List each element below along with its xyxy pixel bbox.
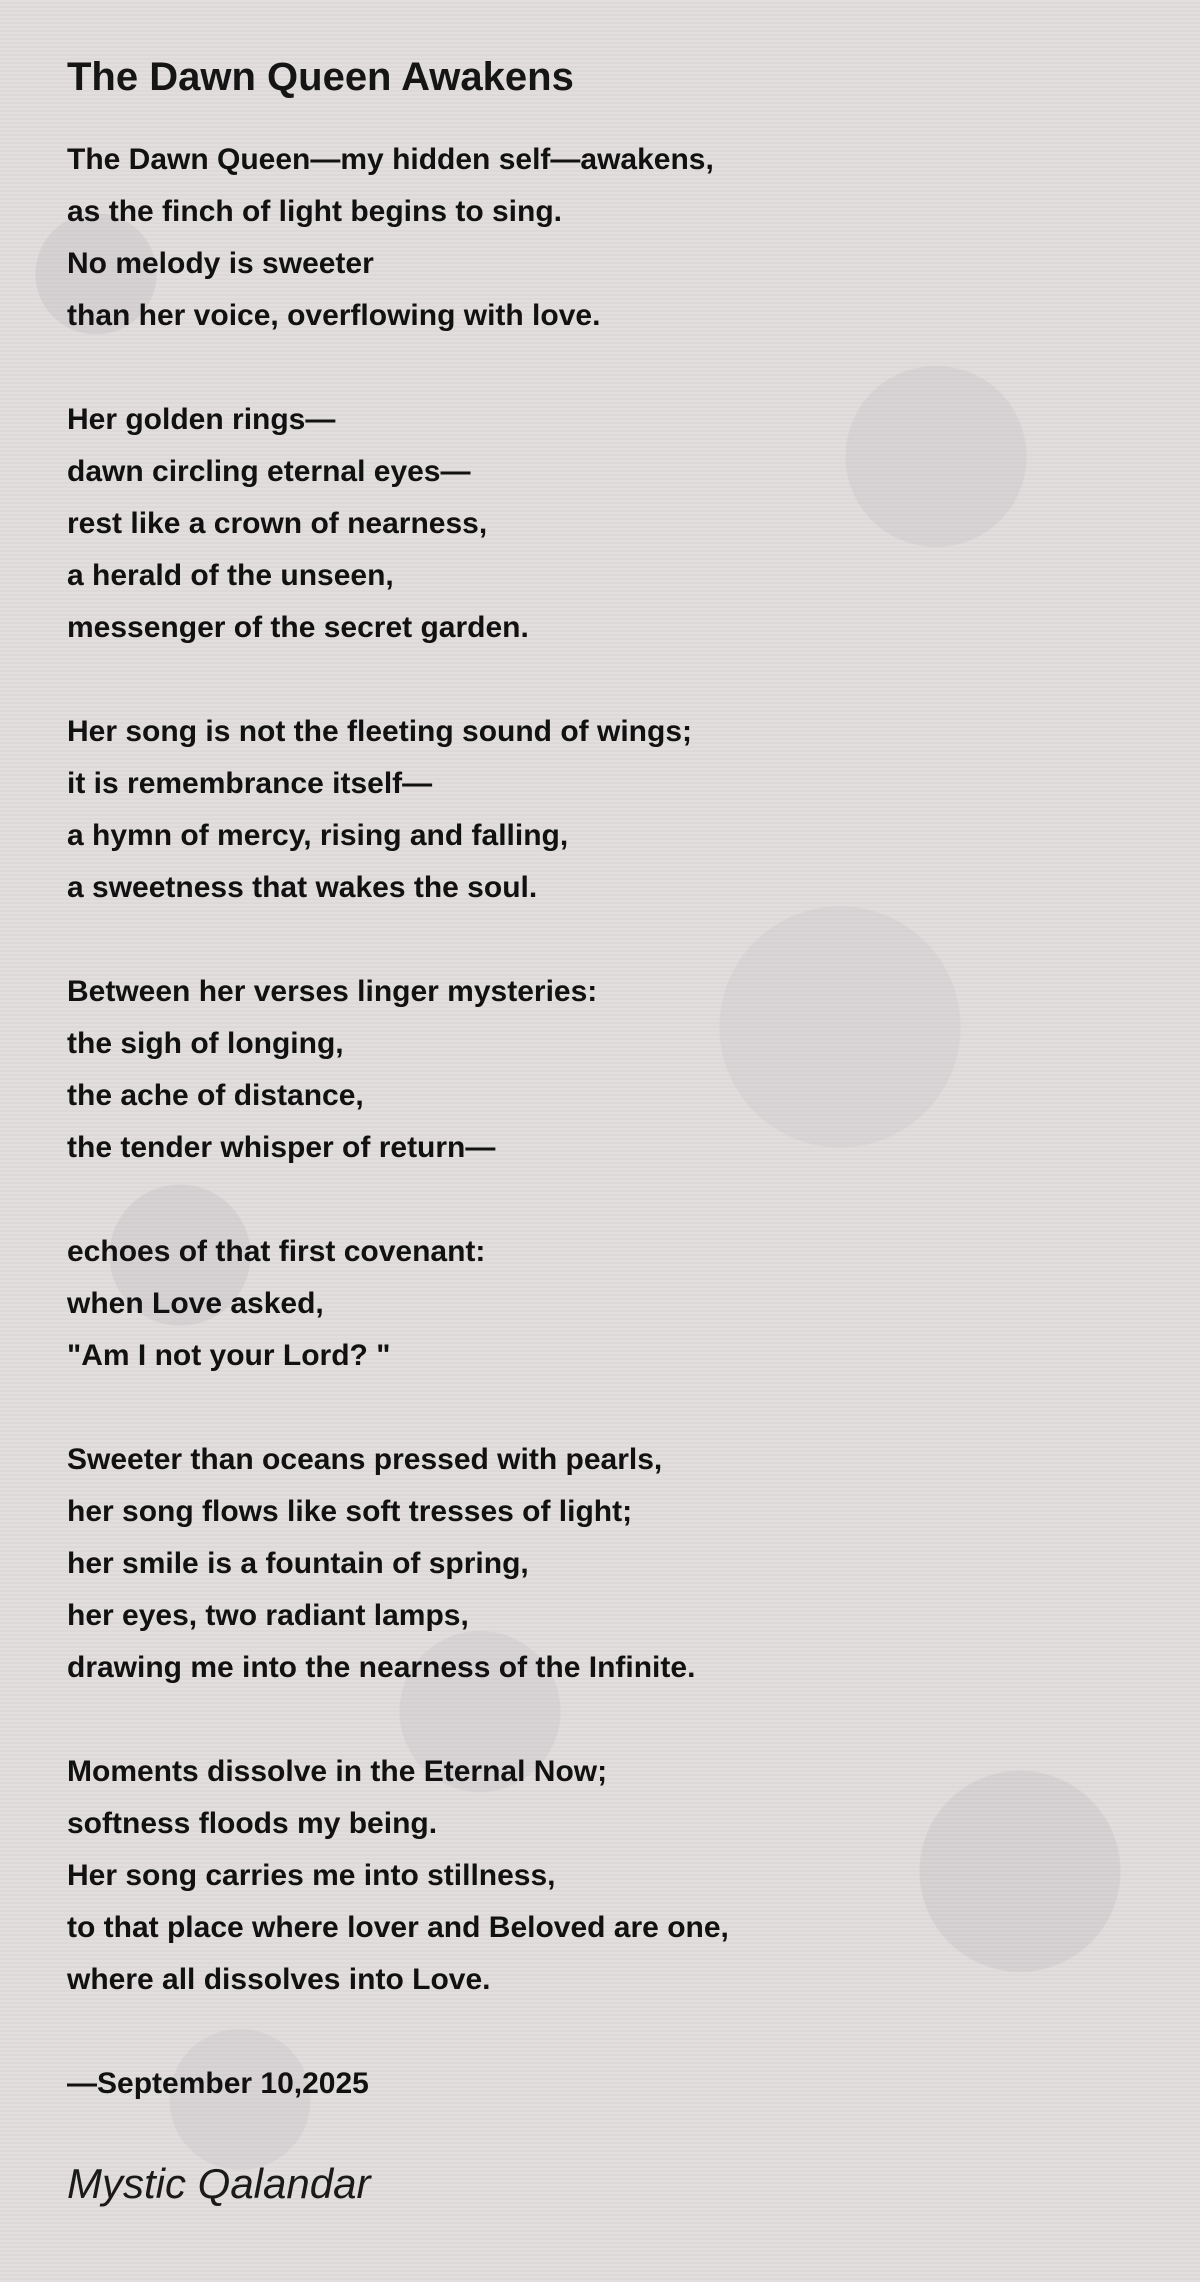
poem-author: Mystic Qalandar — [67, 2160, 371, 2207]
poem-line: to that place where lover and Beloved are one, — [67, 1911, 729, 1944]
poem-line: a sweetness that wakes the soul. — [67, 871, 538, 904]
poem-line: the tender whisper of return— — [67, 1131, 496, 1164]
poem-line: the sigh of longing, — [67, 1027, 344, 1060]
poem-line: when Love asked, — [67, 1287, 324, 1320]
poem-line: a herald of the unseen, — [67, 559, 394, 592]
poem-line: Her song carries me into stillness, — [67, 1859, 556, 1892]
poem-line: than her voice, overflowing with love. — [67, 299, 601, 332]
poem-line: where all dissolves into Love. — [67, 1963, 491, 1996]
poem-line: rest like a crown of nearness, — [67, 507, 488, 540]
poem-page — [67, 48, 1147, 2214]
poem-line: as the finch of light begins to sing. — [67, 195, 562, 228]
poem-line: "Am I not your Lord? " — [67, 1339, 391, 1372]
poem-line: a hymn of mercy, rising and falling, — [67, 819, 569, 852]
stanza-2 — [67, 394, 1147, 654]
poem-line: messenger of the secret garden. — [67, 611, 529, 644]
poem-line: Her golden rings— — [67, 403, 336, 436]
stanza-4 — [67, 966, 1147, 1174]
stanza-1 — [67, 134, 1147, 342]
poem-line: her eyes, two radiant lamps, — [67, 1599, 469, 1632]
poem-line: Her song is not the fleeting sound of wings; — [67, 715, 692, 748]
poem-line: dawn circling eternal eyes— — [67, 455, 471, 488]
poem-date: —September 10,2025 — [67, 2067, 369, 2100]
poem-line: the ache of distance, — [67, 1079, 364, 1112]
poem-line: Sweeter than oceans pressed with pearls, — [67, 1443, 663, 1476]
poem-body — [67, 134, 1147, 2110]
poem-line: echoes of that first covenant: — [67, 1235, 486, 1268]
stanza-3 — [67, 706, 1147, 914]
stanza-7 — [67, 1746, 1147, 2006]
poem-title: The Dawn Queen Awakens — [67, 55, 574, 99]
poem-line: softness floods my being. — [67, 1807, 438, 1840]
poem-line: Moments dissolve in the Eternal Now; — [67, 1755, 608, 1788]
poem-line: Between her verses linger mysteries: — [67, 975, 598, 1008]
poem-line: it is remembrance itself— — [67, 767, 433, 800]
poem-line: The Dawn Queen—my hidden self—awakens, — [67, 143, 714, 176]
poem-line: drawing me into the nearness of the Infinite. — [67, 1651, 696, 1684]
stanza-6 — [67, 1434, 1147, 1694]
poem-line: No melody is sweeter — [67, 247, 374, 280]
poem-line: her song flows like soft tresses of light; — [67, 1495, 633, 1528]
stanza-5 — [67, 1226, 1147, 1382]
poem-line: her smile is a fountain of spring, — [67, 1547, 529, 1580]
